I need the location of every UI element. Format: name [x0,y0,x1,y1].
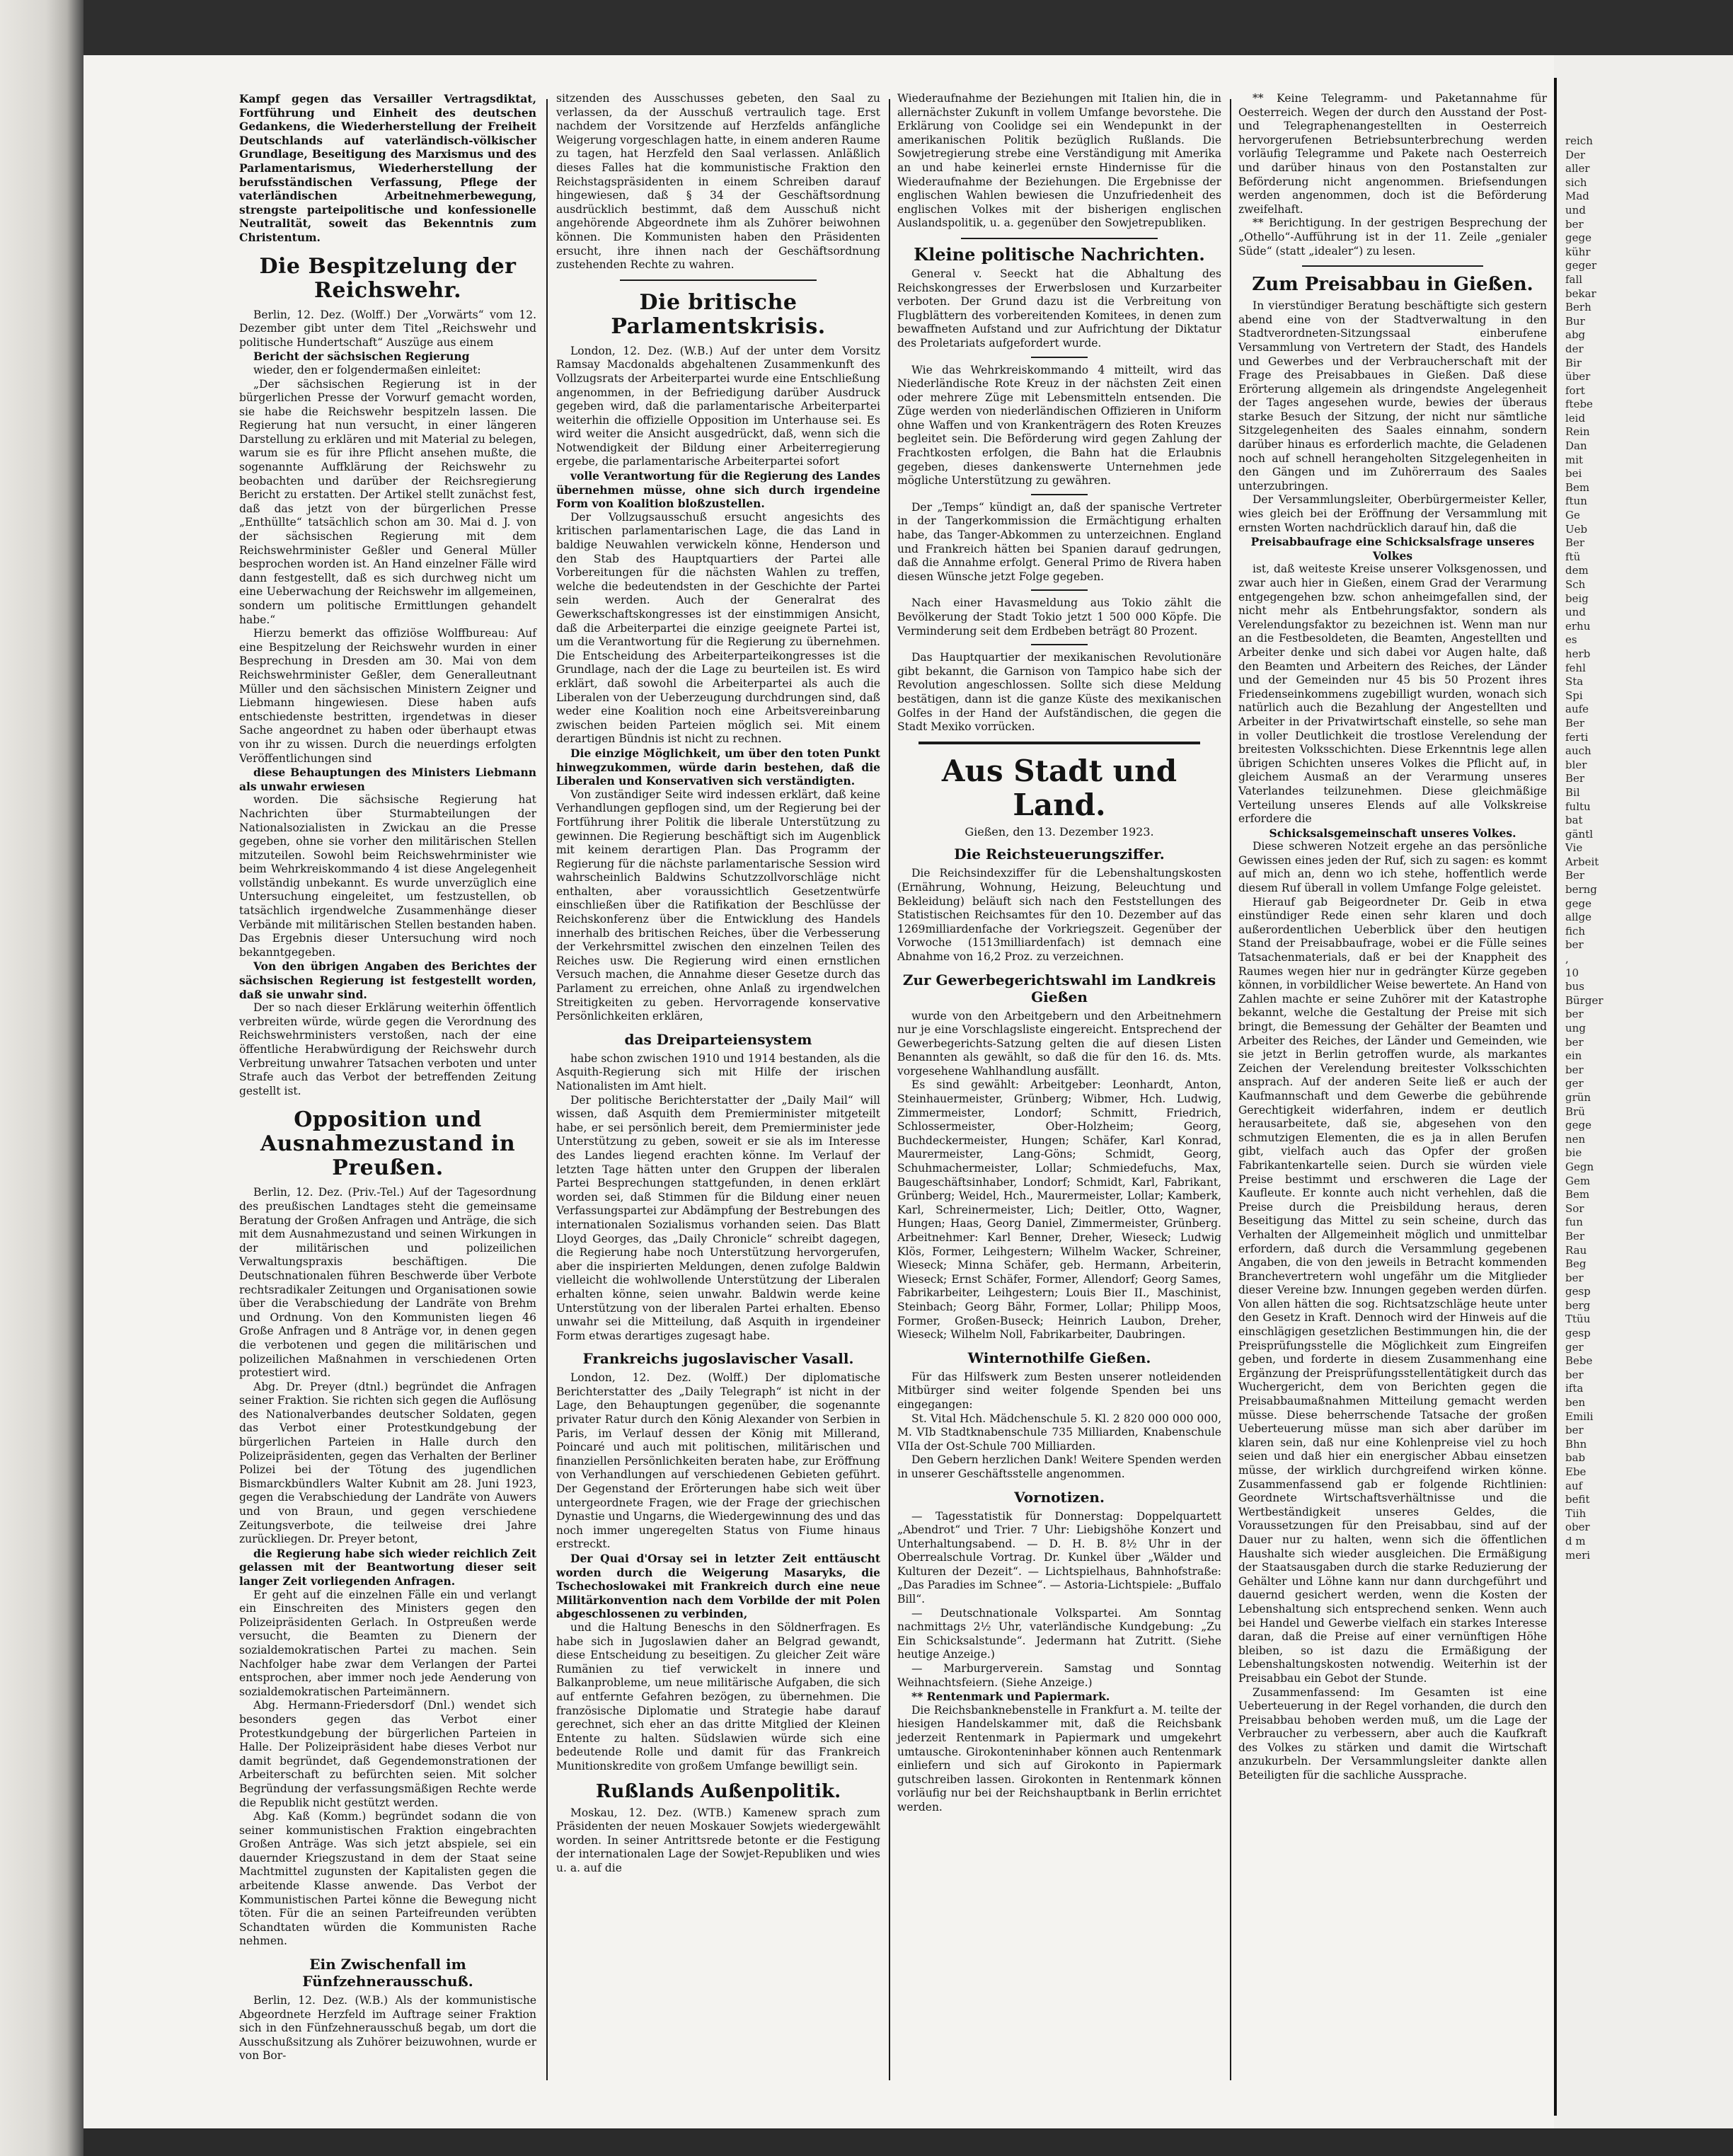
paragraph: Moskau, 12. Dez. (WTB.) Kamenew sprach zum Präsidenten der neuen Moskauer Sowjets wiedergewählt worden. In seiner Antrittsrede betonte er die Festigung der internationalen Lage der Sowjet-Republiken und wies u. a. auf die [556,1806,880,1874]
fragment-line: Spi [1565,688,1583,702]
column-rule [546,99,548,2080]
fragment-line: leid [1565,411,1586,425]
paragraph: Berlin, 12. Dez. (Wolff.) Der „Vorwärts“ vom 12. Dezember gibt unter dem Titel „Reichswehr und politische Hundertschaft“ Auszüge aus einem [239,308,536,349]
fragment-line: Rein [1565,425,1590,439]
fragment-line: Ebe [1565,1465,1587,1478]
fragment-line: befit [1565,1493,1590,1506]
headline-kleine-nachrichten: Kleine politische Nachrichten. [914,243,1205,265]
fragment-line: d m [1565,1534,1586,1547]
scan-shadow [84,2128,1733,2156]
headline-reichswehr: Die Bespitzelung der Reichswehr. [259,253,517,303]
fragment-line: Bem [1565,480,1590,494]
fragment-line: Brü [1565,1105,1585,1118]
fragment-line: Sta [1565,675,1584,688]
paragraph: Der so nach dieser Erklärung weiterhin öffentlich verbreiten würde, würde gegen die Verordnung des Reichswehrministers verstoßen, nach der eine öffentliche Herabwürdigung der Reichswehr durch Verbreitung unwahrer Tatsachen verboten und unter Strafe auch das Verbot der betreffenden Zeitung gestellt ist. [239,1001,536,1097]
paragraph: „Der sächsischen Regierung ist in der bürgerlichen Presse der Vorwurf gemacht worden, sie habe die Reichswehr bespitzeln lassen. Die Regierung hat nun versucht, in einer längeren Darstellung zu erklären und mit Material zu belegen, warum sie es für ihre Pflicht ansehen mußte, die sogenannte Auffklärung der Reichswehr zu beobachten und darüber der Reichsregierung Bericht zu erstatten. Der Artikel stellt zunächst fest, daß das jetzt von der bürgerlichen Presse „Enthüllte“ tatsächlich schon am 30. Mai d. J. von der sächsischen Regierung mit dem Reichswehrminister Geßler und General Müller besprochen worden ist. An Hand einzelner Fälle wird dann festgestellt, daß es sich durchweg nicht um eine Ueberwachung der Reichswehr im allgemeinen, sondern um politische Ermittlungen gehandelt habe.“ [239,377,536,626]
fragment-line: allge [1565,911,1592,924]
fragment-line: Rau [1565,1243,1587,1257]
fragment-line: Ge [1565,509,1580,522]
fragment-line: Bil [1565,785,1580,799]
subhead-dreiparteien: das Dreiparteiensystem [624,1030,812,1048]
paragraph: Er geht auf die einzelnen Fälle ein und verlangt ein Einschreiten des Ministers gegen den Polizeipräsidenten Gerlach. In Ostpreußen werde versucht, die Beamten zu Dienern der sozialdemokratischen Partei zu machen. Sein Nachfolger habe zwar dem Verlangen der Partei entsprochen, aber immer noch jede Aenderung von sozialdemokratischen Parteimännern. [239,1588,536,1698]
fragment-line: , [1565,952,1569,966]
headline-russland: Rußlands Außenpolitik. [595,1780,841,1802]
fragment-line: Ttüu [1565,1313,1591,1326]
fragment-line: Bir [1565,356,1582,369]
fragment-line: beig [1565,592,1589,605]
headline-vornotizen: Vornotizen. [1014,1488,1105,1506]
fragment-line: berg [1565,1298,1591,1312]
adjacent-page-text [1565,134,1604,2002]
fragment-line: ifta [1565,1382,1584,1395]
headline-winternothilfe: Winternothilfe Gießen. [967,1349,1151,1366]
intro-paragraph: Kampf gegen das Versailler Vertragsdiktat, Fortführung und Einheit des deutschen Gedankens, die Wiederherstellung der Freiheit Deutschlands auf vaterländisch-völkischer Grundlage, Beseitigung des Marxismus und des Parlamentarismus, Wiederherstellung der berufsständischen Verfassung, Pflege der vaterländischen Arbeitnehmerbewegung, strengste parteipolitische und konfessionelle Neutralität, soweit das Bekenntnis zum Christentum. [239,92,536,244]
column-3 [897,92,1221,2130]
paragraph: ** Keine Telegramm- und Paketannahme für Oesterreich. Wegen der durch den Ausstand der Post- und Telegraphenangestellten in Oesterreich hervorgerufenen Betriebsunterbrechung werden vorläufig Telegramme und Pakete nach Oesterreich und darüber hinaus von den Postanstalten zur Beförderung nicht angenommen. Briefsendungen werden angenommen, doch ist die Beförderung zweifelhaft. [1238,92,1547,216]
fragment-line: ber [1565,1271,1584,1284]
book-binding [0,0,84,2156]
fragment-line: bler [1565,758,1587,771]
fragment-line: ber [1565,1063,1584,1076]
fragment-line: Sor [1565,1201,1584,1215]
fragment-line: ber [1565,938,1584,952]
fragment-line: Arbeit [1565,855,1599,868]
fragment-line: Bem [1565,1188,1590,1201]
fragment-line: fultu [1565,800,1591,813]
fragment-line: Gem [1565,1174,1591,1187]
headline-teuerungsziffer: Die Reichsteuerungsziffer. [954,846,1165,863]
paragraph: Der Vollzugsausschuß ersucht angesichts des kritischen parlamentarischen Lage, die das Land in baldige Neuwahlen verwickeln könne, Henderson und den Stab des Hauptquartiers der Partei alle Vorbereitungen für die nächsten Wahlen zu treffen, welche die bedeutendsten in der Geschichte der Partei sein werden. Auch der Generalrat des Gewerkschaftskongresses ist der einstimmigen Ansicht, daß die Arbeiterpartei die einzige geeignete Partei ist, um die Verantwortung für die Regierung zu übernehmen. Die Entscheidung des Arbeiterparteikongresses ist die Grundlage, nach der die Lage zu beurteilen ist. Es wird erklärt, daß sowohl die Arbeiterpartei als auch die Liberalen von der Ueberzeugung durchdrungen sind, daß weder eine Koalition noch eine Arbeitsvereinbarung zwischen beiden Parteien möglich sei. Mit einem derartigen Bündnis ist nicht zu rechnen. [556,510,880,746]
fragment-line: Ueb [1565,522,1588,536]
paragraph: wurde von den Arbeitgebern und den Arbeitnehmern nur je eine Vorschlagsliste eingereicht. Entsprechend der Gewerbegerichts-Satzung gelten die auf diesen Listen Benannten als gewählt, so daß die für den 16. ds. Mts. vorgesehene Wahlhandlung ausfällt. [897,1009,1221,1078]
column-rule [1230,99,1231,2080]
paragraph: und die Haltung Beneschs in den Söldnerfragen. Es habe sich in Jugoslawien daher an Belgrad gewandt, diese Entscheidung zu beseitigen. Zu gleicher Zeit wäre Rumänien zu tief verwickelt in innere und Balkanprobleme, um neue militärische Aufgaben, die sich auf entfernte Gefahren bezögen, zu übernehmen. Die französische Diplomatie und Strategie habe darauf gerechnet, sich eher an das dritte Mitglied der Kleinen Entente zu halten. Südslawien würde sich eine bedeutende Rolle und damit für das Frankreich Munitionskredite von großem Umfange bewilligt sein. [556,1620,880,1772]
fragment-line: bei [1565,467,1582,480]
paragraph: Es sind gewählt: Arbeitgeber: Leonhardt, Anton, Steinhauermeister, Grünberg; Wibmer, Hch. Ludwig, Zimmermeister, Londorf; Schmitt, Friedrich, Schlossermeister, Ober-Holzheim; Georg, Buchdeckermeister, Hungen; Schäfer, Karl Konrad, Maurermeister, Lang-Göns; Schmidt, Georg, Schuhmachermeister, Lollar; Schmiedefuchs, Max, Baugeschäftsinhaber, Londorf; Schmidt, Karl, Fabrikant, Grünberg; Weidel, Hch., Maurermeister, Lollar; Kamberk, Karl, Schreinermeister, Lich; Deitler, Otto, Wagner, Hungen; Haas, Georg Daniel, Zimmermeister, Grünberg. Arbeitnehmer: Karl Benner, Dreher, Wieseck; Ludwig Klös, Former, Leihgestern; Wilhelm Wacker, Schreiner, Wieseck; Minna Schäfer, geb. Hermann, Arbeiterin, Wieseck; Ernst Schäfer, Former, Allendorf; Georg Sames, Fabrikarbeiter, Leihgestern; Louis Bier II., Maschinist, Steinbach; Georg Bähr, Former, Lollar; Philipp Moos, Former, Großen-Buseck; Heinrich Laubon, Dreher, Wieseck; Wilhelm Noll, Fabrikarbeiter, Daubringen. [897,1078,1221,1342]
fragment-line: und [1565,606,1586,619]
fragment-line: gege [1565,897,1591,910]
paragraph: Hierauf gab Beigeordneter Dr. Geib in etwa einstündiger Rede einen sehr klaren und doch außerordentlichen Ueberblick über den heutigen Stand der Preisabbaufrage, wobei er die Fülle seines Tatsachenmaterials, daß er bei der Knappheit des Raumes wegen hier nur in gedrängter Kürze gegeben können, in vorbildlicher Weise bewertete. An Hand von Zahlen machte er seine Zuhörer mit der Katastrophe bekannt, welche die Gestaltung der Preise mit sich bringt, die Bemessung der Gehälter der Beamten und Arbeiter des Reiches, der Länder und Gemeinden, wie sie jetzt in Berlin getroffen wurde, als markantes Zeichen der Verelendung breitester Volksschichten ansprach. Auf der anderen Seite ließ er auch der Kaufmannschaft und dem Gewerbe die gebührende Gerechtigkeit widerfahren, indem er deutlich herausarbeitete, daß sie, abgesehen von den schmutzigen Elementen, die es ja in allen Berufen gibt, vielfach auch das Opfer der großen Fabrikantenkartelle seien. Durch sie würden viele Preise bestimmt und erschweren die Lage der Kaufleute. Er konnte auch nicht verhehlen, daß die Preise durch die Preisbildung heraus, deren Beseitigung das Mittel zu sein scheine, durch das Verhalten der Allgemeinheit möglich und unmittelbar erfordern, daß durch die Versammlung gegebenen Angaben, die von den jeweils in Betracht kommenden Branchevertretern wohl ungefähr um die Mitglieder dieser Vereine bzw. Innungen gegeben werden dürfen. Von allen hätten die sog. Richtsatzschläge heute unter den Gesetz in Kraft. Dennoch wird der Hinweis auf die einschlägigen gesetzlichen Bestimmungen hin, die der Preisprüfungsstelle die Möglichkeit zum Eingreifen geben, und forderte in diesem Zusammenhang eine Ergänzung der Preisprüfungsstellentätigkeit durch das Wuchergericht, dem von Berichten gegen die Preisabbaumaßnahmen Mitteilung gemacht werden müsse. Diese beherrschende Tatsache der großen Ueberteuerung müsse man sich aber darüber im klaren sein, daß nur eine Kohlenpreise viel zu hoch seien und daß hier ein energischer Abbau einsetzen müsse, der wirklich durchgreifend wirken könne. Zusammenfassend gab er folgende Richtlinien: Geordnete Wirtschaftsverhältnisse und die Wertbeständigkeit unseres Geldes, die Voraussetzungen für den Preisabbau, sind auf der Dauer nur zu halten, wenn sich die öffentlichen Haushalte sich wieder ausgleichen. Die Ermäßigung der Staatsausgaben durch die starke Reduzierung der Gehälter und Löhne kann nur dann durchgeführt und dauernd gesichert werden, wenn die Kosten der Lebenshaltung sich entsprechend senken. Wenn auch bei Handel und Gewerbe vielfach ein starkes Interesse daran, daß die Preise auf einer vernünftigen Höhe bleiben, so ist dazu die Ermäßigung der Lebenshaltungskosten notwendig. Weiterhin ist der Preisabbau ein Gebot der Stunde. [1238,895,1547,1685]
paragraph: Von zuständiger Seite wird indessen erklärt, daß keine Verhandlungen gepflogen sind, um der Regierung bei der Fortführung ihrer Politik die liberale Unterstützung zu gewinnen. Die Regierung beschäftigt sich im Augenblick mit keinem derartigen Plan. Das Programm der Regierung für die nächste parlamentarische Session wird wahrscheinlich Baldwins Schutzzollvorschläge nicht enthalten, aber voraussichtlich Gesetzentwürfe einschließen über die Ratifikation der Beschlüsse der Reichskonferenz über die Entwicklung des Handels innerhalb des britischen Reiches, über die Verbesserung der Verkehrsmittel zwischen den einzelnen Teilen des Reiches usw. Die Regierung wird einen ernstlichen Versuch machen, die Annahme dieser Gesetze durch das Parlament zu erreichen, ohne Anlaß zu irgendwelchen Streitigkeiten zu geben. Hervorragende konservative Persönlichkeiten erklären, [556,788,880,1023]
fragment-line: Vie [1565,841,1583,855]
fragment-line: Bhn [1565,1437,1587,1451]
paragraph: Wie das Wehrkreiskommando 4 mitteilt, wird das Niederländische Rote Kreuz in der nächsten Zeit einen oder mehrere Züge mit Lebensmitteln entsenden. Die Züge werden von niederländischen Offizieren in Uniform ohne Waffen und von Krankenträgern des Roten Kreuzes begleitet sein. Die Beförderung wird gegen Zahlung der Frachtkosten erfolgen, die Bahn hat die Erlaubnis gegeben, dieses dankenswerte Unternehmen jede mögliche Unterstützung zu gewähren. [897,363,1221,488]
divider [1031,494,1088,495]
headline-gewerbegerichtswahl: Zur Gewerbegerichtswahl im Landkreis Gießen [902,971,1216,1005]
paragraph: Wiederaufnahme der Beziehungen mit Italien hin, die in allernächster Zukunft in vollem Umfange bevorstehe. Die Erklärung von Coolidge sei ein Wendepunkt in der amerikanischen Politik bezüglich Rußlands. Die Sowjetregierung strebe eine Verständigung mit Amerika an und habe keinerlei ernste Hindernisse für die Wiederaufnahme der Beziehungen. Die Ergebnisse der englischen Wahlen bewiesen die Unzufriedenheit des englischen Volkes mit der bisherigen englischen Auslandspolitik, u. a. gegenüber den Sowjetrepubliken. [897,92,1221,230]
fragment-line: bat [1565,814,1583,827]
paragraph: Den Gebern herzlichen Dank! Weitere Spenden werden in unserer Geschäftsstelle angenommen. [897,1453,1221,1480]
fragment-line: herb [1565,647,1591,660]
fragment-line: erhu [1565,619,1591,633]
column-2 [556,92,880,2130]
fragment-line: gege [1565,231,1591,245]
column-rule [889,99,890,2080]
fragment-line: und [1565,203,1586,217]
fragment-line: ben [1565,1396,1586,1410]
divider [961,238,1158,239]
fragment-line: ber [1565,1035,1584,1049]
subhead: Von den übrigen Angaben des Berichtes der sächsischen Regierung ist festgestellt worden, daß sie unwahr sind. [239,959,536,1001]
fragment-line: nen [1565,1132,1586,1146]
fragment-line: Sch [1565,578,1586,591]
fragment-line: Emili [1565,1410,1594,1423]
fragment-line: ober [1565,1521,1590,1534]
subhead: Schicksalsgemeinschaft unseres Volkes. [1269,826,1516,840]
fragment-line: es [1565,633,1577,647]
fragment-line: grün [1565,1090,1591,1104]
fragment-line: bab [1565,1451,1586,1465]
fragment-line: ber [1565,217,1584,231]
fragment-line: bekar [1565,287,1596,300]
fragment-line: aller [1565,162,1590,175]
fragment-line: Tiih [1565,1506,1587,1520]
fragment-line: gäntl [1565,827,1594,841]
divider [919,742,1200,744]
fragment-line: Bebe [1565,1354,1593,1368]
fragment-line: ftü [1565,550,1581,563]
paragraph: General v. Seeckt hat die Abhaltung des Reichskongresses der Erwerbslosen und Kurzarbeiter verboten. Der Grund dazu ist die Verbreitung von Flugblättern des vorbereitenden Komitees, in denen zum bewaffneten Aufstand und zur Aufrichtung der Diktatur des Proletariats aufgefordert wurde. [897,267,1221,350]
fragment-line: ber [1565,1368,1584,1381]
fragment-line: ber [1565,1424,1584,1437]
subhead: ** Rentenmark und Papiermark. [911,1690,1110,1704]
fragment-line: Gegn [1565,1160,1594,1173]
subhead: volle Verantwortung für die Regierung des Landes übernehmen müsse, ohne sich durch irgendeine Form von Koalition bloßzustellen. [556,469,880,511]
fragment-line: ftebe [1565,398,1593,411]
divider [1031,357,1088,358]
paragraph: Die Reichsindexziffer für die Lebenshaltungskosten (Ernährung, Wohnung, Heizung, Beleuchtung und Bekleidung) beläuft sich nach den Feststellungen des Statistischen Reichsamtes für den 10. Dezember auf das 1269milliardenfache der Vorkriegszeit. Gegenüber der Vorwoche (1513milliardenfach) ist demnach eine Abnahme von 16,2 Proz. zu verzeichnen. [897,867,1221,963]
fragment-line: meri [1565,1548,1591,1562]
divider [1031,589,1088,591]
fragment-line: geger [1565,259,1597,272]
headline-britische-krisis: Die britische Parlamentskrisis. [611,289,826,339]
headline-opposition: Opposition und Ausnahmezustand in Preußen. [260,1107,516,1181]
paragraph: ist, daß weiteste Kreise unserer Volksgenossen, und zwar auch hier in Gießen, einem Grad der Verarmung entgegengehen bzw. schon anheimgefallen sind, der nicht mehr als Entbehrungsfaktor, sondern als Verelendungsfaktor zu bezeichnen ist. Wenn man nur an die Festbesoldeten, die Beamten, Angestellten und Arbeiter denke und sich dabei vor Augen halte, daß den Beamten und Arbeitern des Reiches, der Länder und der Gemeinden nur 45 bis 50 Prozent ihres Friedenseinkommens zugebilligt wurden, wonach sich natürlich auch die Bezahlung der Angestellten und Arbeiter in der Privatwirtschaft einstelle, so sehe man in voller Deutlichkeit die trostlose Verelendung der breitesten Volksschichten. Diese Erkenntnis lege allen übrigen Schichten unseres Volkes die Pflicht auf, in gleichem Ausmaß an der Verarmung unseres Vaterlandes teilzunehmen. Diese gleichmäßige Verteilung unseres Elends auf alle Volkskreise erfordere die [1238,563,1547,826]
paragraph: London, 12. Dez. (W.B.) Auf der unter dem Vorsitz Ramsay Macdonalds abgehaltenen Zusammenkunft des Vollzugsrats der Arbeiterpartei wurde eine Entschließung angenommen, in der Befriedigung darüber Ausdruck gegeben wird, daß die parlamentarische Arbeiterpartei weiterhin die offizielle Opposition im Unterhause sei. Es wird weiter die Ansicht ausgedrückt, daß, wenn sich die Notwendigkeit der Bildung einer Arbeiterregierung ergebe, die parlamentarische Arbeiterpartei sofort [556,344,880,468]
paragraph: Das Hauptquartier der mexikanischen Revolutionäre gibt bekannt, die Garnison von Tampico habe sich der Revolution angeschlossen. Sollte sich diese Meldung bestätigen, dann ist die ganze Küste des mexikanischen Golfes in der Hand der Aufständischen, die gegen die Stadt Mexiko vorrücken. [897,651,1221,734]
fragment-line: Ber [1565,716,1585,730]
fragment-line: Bürger [1565,993,1604,1007]
fragment-line: fort [1565,384,1585,397]
paragraph: St. Vital Hch. Mädchenschule 5. Kl. 2 820 000 000 000, M. VIb Stadtknabenschule 735 Milliarden, Knabenschule VIIa der Ost-Schule 700 Milliarden. [897,1412,1221,1453]
paragraph: — Marburgerverein. Samstag und Sonntag Weihnachtsfeiern. (Siehe Anzeige.) [897,1662,1221,1689]
paragraph: Der politische Berichterstatter der „Daily Mail“ will wissen, daß Asquith dem Premierminister mitgeteilt habe, er sei persönlich bereit, dem Premierminister jede Unterstützung zu geben, soweit er sie als im Interesse des Landes liegend erachten könne. Im Verlauf der letzten Tage hätten unter den Gruppen der liberalen Partei Besprechungen stattgefunden, in denen erklärt worden sei, daß Stimmen für die Bildung einer neuen Verfassungspartei zur Abdämpfung der Bestrebungen des internationalen Sozialismus vorhanden seien. Das Blatt Lloyd Georges, das „Daily Chronicle“ schreibt dagegen, die Regierung habe noch Unterstützung hervorgerufen, aber die inspirierten Meldungen, denen zufolge Baldwin vielleicht die wohlwollende Unterstützung der Liberalen erhalten könne, seien unwahr. Baldwin werde keine Unterstützung von der liberalen Partei erhalten. Ebenso unwahr sei die Mitteilung, daß Asquith in irgendeiner Form etwas derartiges zugesagt habe. [556,1093,880,1342]
fragment-line: ger [1565,1077,1584,1090]
fragment-line: 10 [1565,966,1579,979]
fragment-line: ung [1565,1022,1586,1034]
paragraph: Abg. Hermann-Friedersdorf (Dnl.) wendet sich besonders gegen das Verbot einer Protestkundgebung der bürgerlichen Parteien in Halle. Der Polizeipräsident habe dieses Verbot nur damit begründet, daß Gegendemonstrationen der Arbeiterschaft zu befürchten seien. Mit solcher Begründung der verfassungsmäßigen Rechte werde die Republik nicht gestützt werden. [239,1699,536,1809]
paragraph: Diese schweren Notzeit ergehe an das persönliche Gewissen eines jeden der Ruf, sich zu sagen: es kommt auf mich an, denn wo ich stehe, hoffentlich werde diesem Ruf überall in vollem Umfange Folge geleistet. [1238,840,1547,895]
fragment-line: fun [1565,1216,1583,1229]
subhead: Preisabbaufrage eine Schicksalsfrage unseres Volkes [1250,535,1535,563]
fragment-line: aufe [1565,703,1589,716]
fragment-line: sich [1565,175,1587,189]
subhead: Bericht der sächsischen Regierung [253,350,470,364]
headline-stadt-und-land: Aus Stadt und Land. [941,753,1178,822]
fragment-line: abg [1565,328,1586,342]
column-4 [1238,92,1547,2130]
paragraph: Berlin, 12. Dez. (W.B.) Als der kommunistische Abgeordnete Herzfeld im Auftrage seiner Fraktion sich in den Fünfzehnerausschuß begab, um dort die Ausschußsitzung als Zuhörer beizuwohnen, wurde er von Bor- [239,1994,536,2063]
column-1 [239,92,536,2130]
paragraph: — Deutschnationale Volkspartei. Am Sonntag nachmittags 2½ Uhr, vaterländische Kundgebung: „Zu Ein Schicksalstunde“. Jedermann hat Zutritt. (Siehe heutige Anzeige.) [897,1606,1221,1661]
paragraph: Zusammenfassend: Im Gesamten ist eine Ueberteuerung in der Regel vorhanden, die durch den Preisabbau behoben werden muß, um die Lage der Verbraucher zu verbessern, aber auch die Kaufkraft des Volkes zu stärken und damit die Wirtschaft anzukurbeln. Der Versammlungsleiter dankte allen Beteiligten für die sachliche Aussprache. [1238,1685,1547,1782]
paragraph: ** Berichtigung. In der gestrigen Besprechung der „Othello“-Aufführung ist in der 11. Zeile „genialer Süde“ (statt „idealer“) zu lesen. [1238,217,1547,258]
paragraph: Berlin, 12. Dez. (Priv.-Tel.) Auf der Tagesordnung des preußischen Landtages steht die gemeinsame Beratung der Großen Anfragen und Anträge, die sich mit dem Ausnahmezustand und seinen Wirkungen in der militärischen und polizeilichen Verwaltungspraxis beschäftigen. Die Deutschnationalen führen Beschwerde über Verbote rechtsradikaler Zeitungen und Organisationen sowie über die Verabschiedung der Landräte von Brehm und Ordnung. Von den Kommunisten liegen 46 Große Anfragen und 8 Anträge vor, in denen gegen die verbotenen und gegen die militärischen und polizeilichen Maßnahmen in verschiedenen Orten protestiert wird. [239,1186,536,1380]
paragraph: London, 12. Dez. (Wolff.) Der diplomatische Berichterstatter des „Daily Telegraph“ ist nicht in der Lage, den Behauptungen gegenüber, die sogenannte privater Ratur durch den König Alexander von Serbien in Paris, im Verlauf dessen der König mit Millerand, Poincaré und auch mit politischen, militärischen und finanziellen Persönlichkeiten beraten habe, zur Eröffnung von Verhandlungen auf verschiedenen Gebieten geführt. Der Gegenstand der Erörterungen habe sich weit über untergeordnete Fragen, wie der Frage der griechischen Dynastie und Ungarns, die Wiedergewinnung des und das noch immer ungeregelten Status von Fiume hinaus erstreckt. [556,1371,880,1551]
paragraph: Abg. Dr. Preyer (dtnl.) begründet die Anfragen seiner Fraktion. Sie richten sich gegen die Auflösung des Nationalverbandes deutscher Soldaten, gegen das Verbot einer Protestkundgebung der bürgerlichen Parteien in Halle durch den Polizeipräsidenten, gegen das Verhalten der Berliner Polizei bei der Tötung des jugendlichen Bismarckbündlers Walter Kubnit am 28. Juni 1923, gegen die Verabschiedung der Landräte von Auwers und von Braun, und gegen verschiedene Zeitungsverbote, die teilweise drei Jahre zurückliegen. Dr. Preyer betont, [239,1380,536,1546]
paragraph: Nach einer Havasmeldung aus Tokio zählt die Bevölkerung der Stadt Tokio jetzt 1 500 000 Köpfe. Die Verminderung seit dem Erdbeben beträgt 80 Prozent. [897,596,1221,638]
paragraph: Abg. Kaß (Komm.) begründet sodann die von seiner kommunistischen Fraktion eingebrachten Großen Anträge. Was sich jetzt abspiele, sei ein dauernder Kriegszustand in dem der Staat seine Machtmittel zugunsten der Kapitalisten gegen die arbeitende Klasse anwende. Das Verbot der Kommunistischen Partei könne die Bewegung nicht töten. Für die an seinen Parteifreunden verübten Schandtaten würden die Kommunisten Rache nehmen. [239,1810,536,1948]
fragment-line: dem [1565,564,1589,577]
fragment-line: ein [1565,1049,1582,1063]
fragment-line: Ber [1565,869,1585,882]
fragment-line: ftun [1565,495,1587,508]
fragment-line: berng [1565,883,1597,897]
fragment-line: über [1565,370,1591,384]
fragment-line: der [1565,342,1584,355]
headline-vasall: Frankreichs jugoslavischer Vasall. [582,1350,854,1368]
fragment-line: bus [1565,980,1584,993]
fragment-line: Bur [1565,314,1585,328]
paragraph: Der „Temps“ kündigt an, daß der spanische Vertreter in der Tangerkommission die Ermächtigung erhalten habe, das Tanger-Abkommen zu unterzeichnen. England und Frankreich hätten bei Spanien darauf gedrungen, daß die Annahme erfolgt. General Primo de Rivera haben diesen Wünsche jetzt Folge gegeben. [897,500,1221,583]
fragment-line: gesp [1565,1285,1591,1298]
paragraph: — Tagesstatistik für Donnerstag: Doppelquartett „Abendrot“ und Trier. 7 Uhr: Liebigshöhe Konzert und Unterhaltungsabend. — D. H. B. 8½ Uhr in der Oberrealschule Vortrag. Dr. Kunkel über „Wälder und Kulturen der Dezeit“. — Lichtspielhaus, Bahnhofstraße: „Das Paradies im Schnee“. — Astoria-Lichtspiele: „Buffalo Bill“. [897,1509,1221,1606]
fragment-line: auch [1565,744,1591,758]
fragment-line: mit [1565,453,1584,466]
headline-preisabbau: Zum Preisabbau in Gießen. [1252,274,1533,296]
paragraph: Hierzu bemerkt das offiziöse Wolffbureau: Auf eine Bespitzelung der Reichswehr wurden in einer Besprechung in Dresden am 30. Mai von dem Reichswehrminister Geßler, dem Generalleutnant Müller und den sächsischen Ministern Zeigner und Liebmann hingewiesen. Diese haben aufs entschiedenste bestritten, irgendetwas in dieser Sache angeordnet zu haben oder überhaupt etwas von ihr zu wissen. Durch die neuerdings erfolgten Veröffentlichungen sind [239,627,536,765]
paragraph: Die Reichsbanknebenstelle in Frankfurt a. M. teilte der hiesigen Handelskammer mit, daß die Reichsbank jederzeit Rentenmark in Papiermark und umgekehrt umtausche. Girokonteninhaber können auch Rentenmark einliefern und sich auf Girokonto in Papiermark gutschreiben lassen. Girokonten in Rentenmark können vorläufig nur bei der Reichshauptbank in Berlin errichtet werden. [897,1703,1221,1814]
subhead: Die einzige Möglichkeit, um über den toten Punkt hinwegzukommen, würde darin bestehen, daß die Liberalen und Konservativen sich verständigten. [556,746,880,788]
fragment-line: Ber [1565,1229,1585,1243]
fragment-line: kühr [1565,245,1591,258]
paragraph: sitzenden des Ausschusses gebeten, den Saal zu verlassen, da der Ausschuß vertraulich tage. Erst nachdem der Vorsitzende auf Herzfelds anfängliche Weigerung vorgeschlagen hatte, in einem anderen Raume zu tagen, hat Herzfeld den Saal verlassen. Anläßlich dieses Falles hat die kommunistische Fraktion den Reichstagspräsidenten in einem Schreiben darauf hingewiesen, daß § 34 der Geschäftsordnung ausdrücklich bestimmt, daß dem Ausschuß nicht angehörende Abgeordnete ihm als Zuhörer beiwohnen können. Die Kommunisten haben den Präsidenten ersucht, ihre ihnen nach der Geschäftsordnung zustehenden Rechte zu wahren. [556,92,880,272]
fragment-line: gege [1565,1119,1591,1132]
fragment-line: Ber [1565,772,1585,785]
fragment-line: bie [1565,1146,1582,1160]
paragraph: Der Versammlungsleiter, Oberbürgermeister Keller, wies gleich bei der Eröffnung der Versammlung mit ernsten Worten nachdrücklich darauf hin, daß die [1238,493,1547,534]
paragraph: Für das Hilfswerk zum Besten unserer notleidenden Mitbürger sind weiter folgende Spenden bei uns eingegangen: [897,1370,1221,1411]
fragment-line: Der [1565,148,1586,161]
divider [1302,265,1483,267]
page-edge-rule [1554,78,1557,2116]
fragment-line: ferti [1565,730,1589,744]
fragment-line: auf [1565,1479,1583,1492]
paragraph: In vierstündiger Beratung beschäftigte sich gestern abend eine von der Stadtverwaltung in den Stadtverordneten-Sitzungssaal einberufene Versammlung von Vertretern der Stadt, des Handels und Gewerbes und der Verbraucherschaft mit der Frage des Preisabbaues in Gießen. Daß diese Erörterung allgemein als dringendste Angelegenheit der Tages angesehen wurde, bewies der überaus starke Besuch der Sitzung, der nicht nur sämtliche Sitzgelegenheiten des Saales einnahm, sondern darüber hinaus es erforderlich machte, die Geladenen noch auf schnell herangeholten Sitzgelegenheiten in den Gängen und im Zuhörerraum des Saales unterzubringen. [1238,299,1547,492]
fragment-line: Beg [1565,1257,1587,1271]
fragment-line: reich [1565,134,1593,147]
fragment-line: Berh [1565,301,1591,314]
subhead: Der Quai d'Orsay sei in letzter Zeit enttäuscht worden durch die Weigerung Masaryks, die Tschechoslowakei mit Frankreich durch eine neue Militärkonvention nach dem Vorbilde der mit Polen abgeschlossenen zu verbinden, [556,1552,880,1621]
paragraph: wieder, den er folgendermaßen einleitet: [253,363,481,376]
fragment-line: fall [1565,272,1583,286]
paragraph: worden. Die sächsische Regierung hat Nachrichten über Sturmabteilungen der Nationalsozialisten in Zwickau an die Presse gegeben, ohne sie vorher den militärischen Stellen mitzuteilen. Sowohl beim Reichswehrminister wie beim Wehrkreiskommando 4 ist diese Angelegenheit vollständig unbekannt. Es wurde unverzüglich eine Untersuchung eingeleitet, um festzustellen, ob tatsächlich irgendwelche Zusammenhänge dieser Verbände mit militärischen Stellen bestanden haben. Das Ergebnis dieser Untersuchung wird noch bekanntgegeben. [239,793,536,959]
fragment-line: fehl [1565,661,1586,674]
fragment-line: Dan [1565,439,1587,453]
fragment-line: Mad [1565,190,1589,203]
fragment-line: ger [1565,1340,1584,1354]
dateline: Gießen, den 13. Dezember 1923. [965,824,1154,838]
fragment-line: gesp [1565,1327,1591,1340]
divider [620,279,817,281]
paragraph: habe schon zwischen 1910 und 1914 bestanden, als die Asquith-Regierung sich mit Hilfe der irischen Nationalisten im Amt hielt. [556,1051,880,1093]
fragment-line: fich [1565,924,1586,938]
fragment-line: ber [1565,1008,1584,1021]
subhead: die Regierung habe sich wieder reichlich Zeit gelassen mit der Beantwortung dieser seit langer Zeit vorliegenden Anfragen. [239,1546,536,1588]
fragment-line: Ber [1565,536,1585,550]
divider [1031,644,1088,645]
subhead: diese Behauptungen des Ministers Liebmann als unwahr erwiesen [239,766,536,793]
headline-zwischenfall: Ein Zwischenfall im Fünfzehnerausschuß. [302,1956,473,1990]
